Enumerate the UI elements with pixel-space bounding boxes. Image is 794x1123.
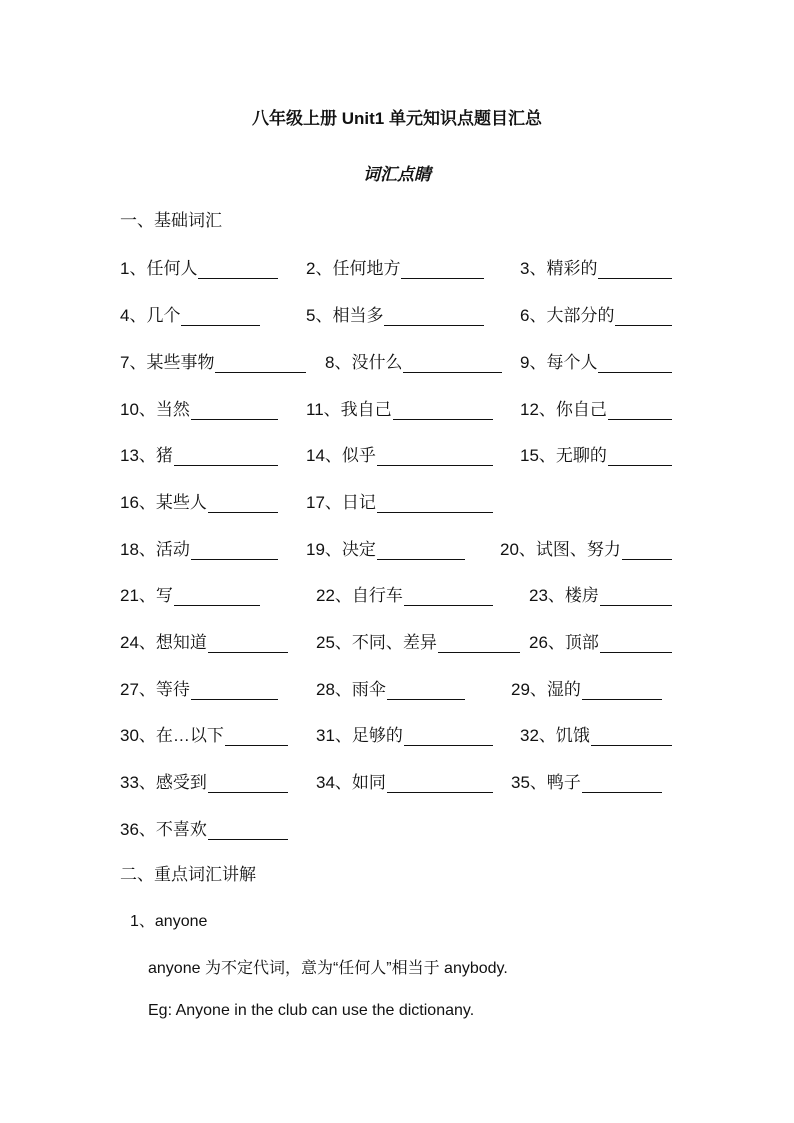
answer-blank[interactable] (401, 260, 484, 279)
vocab-label: 30、在…以下 (120, 726, 224, 745)
vocab-row (0, 675, 794, 701)
answer-blank[interactable] (215, 354, 306, 373)
answer-blank[interactable] (377, 541, 465, 560)
vocab-item (511, 675, 662, 700)
vocab-label: 32、饥饿 (520, 726, 590, 745)
vocab-label: 4、几个 (120, 306, 181, 325)
vocab-row (0, 721, 794, 747)
vocab-item (529, 581, 672, 606)
vocab-label: 21、写 (120, 586, 173, 605)
answer-blank[interactable] (384, 307, 484, 326)
vocab-item (529, 628, 672, 653)
vocab-label: 13、猪 (120, 446, 173, 465)
vocab-item (120, 301, 260, 326)
answer-blank[interactable] (608, 401, 672, 420)
vocab-label: 18、活动 (120, 540, 190, 559)
answer-blank[interactable] (393, 401, 493, 420)
vocab-label: 7、某些事物 (120, 353, 215, 372)
answer-blank[interactable] (174, 447, 278, 466)
vocab-label: 12、你自己 (520, 400, 607, 419)
vocab-label: 20、试图、努力 (500, 540, 621, 559)
key-vocab-item-label: 1、anyone (130, 913, 208, 930)
vocab-label: 17、日记 (306, 493, 376, 512)
answer-blank[interactable] (198, 260, 278, 279)
answer-blank[interactable] (615, 307, 672, 326)
vocab-item (316, 768, 493, 793)
answer-blank[interactable] (208, 634, 288, 653)
vocab-item (325, 348, 502, 373)
answer-blank[interactable] (403, 354, 502, 373)
vocab-item (120, 348, 306, 373)
answer-blank[interactable] (404, 587, 493, 606)
vocab-row (0, 488, 794, 514)
vocab-row (0, 348, 794, 374)
vocab-row (0, 441, 794, 467)
vocab-item (120, 535, 278, 560)
vocab-label: 26、顶部 (529, 633, 599, 652)
answer-blank[interactable] (404, 727, 493, 746)
vocab-row (0, 395, 794, 421)
vocab-item (306, 441, 493, 466)
vocab-label: 9、每个人 (520, 353, 598, 372)
vocab-item (120, 395, 278, 420)
answer-blank[interactable] (208, 774, 288, 793)
page-title: 八年级上册 Unit1 单元知识点题目汇总 (252, 109, 542, 128)
vocab-item (520, 441, 672, 466)
vocab-item (120, 441, 278, 466)
vocab-label: 22、自行车 (316, 586, 403, 605)
vocab-row (0, 768, 794, 794)
vocab-item (306, 254, 484, 279)
vocab-item (120, 675, 278, 700)
answer-blank[interactable] (181, 307, 260, 326)
answer-blank[interactable] (438, 634, 520, 653)
vocab-label: 16、某些人 (120, 493, 207, 512)
vocab-label: 25、不同、差异 (316, 633, 437, 652)
vocab-item (500, 535, 672, 560)
vocab-item (316, 721, 493, 746)
vocab-label: 28、雨伞 (316, 680, 386, 699)
vocab-item (306, 488, 493, 513)
answer-blank[interactable] (191, 681, 278, 700)
answer-blank[interactable] (174, 587, 260, 606)
vocab-item (306, 535, 465, 560)
vocab-label: 8、没什么 (325, 353, 403, 372)
vocab-label: 1、任何人 (120, 259, 198, 278)
section-heading-key-vocab: 二、重点词汇讲解 (120, 865, 256, 884)
vocab-row (0, 535, 794, 561)
vocab-label: 34、如同 (316, 773, 386, 792)
vocab-item (306, 301, 484, 326)
answer-blank[interactable] (377, 494, 493, 513)
vocab-item (316, 675, 465, 700)
vocab-item (511, 768, 662, 793)
vocab-label: 14、似乎 (306, 446, 376, 465)
vocab-label: 5、相当多 (306, 306, 384, 325)
vocab-label: 3、精彩的 (520, 259, 598, 278)
key-vocab-example: Eg: Anyone in the club can use the dictionany. (148, 1002, 475, 1019)
answer-blank[interactable] (582, 681, 662, 700)
page-subtitle: 词汇点睛 (363, 165, 431, 184)
vocab-label: 15、无聊的 (520, 446, 607, 465)
answer-blank[interactable] (377, 447, 493, 466)
answer-blank[interactable] (600, 587, 672, 606)
answer-blank[interactable] (208, 494, 278, 513)
answer-blank[interactable] (608, 447, 672, 466)
vocab-label: 29、湿的 (511, 680, 581, 699)
vocab-label: 2、任何地方 (306, 259, 401, 278)
vocab-row (0, 581, 794, 607)
answer-blank[interactable] (598, 354, 672, 373)
vocab-item (120, 581, 260, 606)
vocab-label: 33、感受到 (120, 773, 207, 792)
vocab-label: 10、当然 (120, 400, 190, 419)
vocab-item (120, 768, 288, 793)
vocab-item (120, 254, 278, 279)
vocab-item (520, 301, 672, 326)
vocab-label: 24、想知道 (120, 633, 207, 652)
vocab-item (520, 254, 672, 279)
vocab-item (120, 628, 288, 653)
vocab-label: 36、不喜欢 (120, 820, 207, 839)
vocab-row (0, 301, 794, 327)
vocab-item (306, 395, 493, 420)
answer-blank[interactable] (622, 541, 672, 560)
answer-blank[interactable] (191, 401, 278, 420)
vocab-row (0, 628, 794, 654)
vocab-label: 27、等待 (120, 680, 190, 699)
answer-blank[interactable] (598, 260, 672, 279)
vocab-item (316, 581, 493, 606)
vocab-item (120, 488, 278, 513)
vocab-item (520, 721, 672, 746)
vocab-item (520, 348, 672, 373)
answer-blank[interactable] (208, 821, 288, 840)
answer-blank[interactable] (591, 727, 672, 746)
vocab-row (0, 254, 794, 280)
vocab-row (0, 815, 794, 841)
answer-blank[interactable] (600, 634, 672, 653)
vocab-label: 35、鸭子 (511, 773, 581, 792)
vocab-label: 31、足够的 (316, 726, 403, 745)
answer-blank[interactable] (225, 727, 288, 746)
answer-blank[interactable] (387, 774, 493, 793)
section-heading-basic-vocab: 一、基础词汇 (120, 211, 222, 230)
key-vocab-explanation: anyone 为不定代词，意为“任何人”相当于 anybody. (148, 960, 508, 977)
vocab-item (120, 815, 288, 840)
vocab-item (120, 721, 288, 746)
vocab-item (520, 395, 672, 420)
vocab-label: 19、决定 (306, 540, 376, 559)
answer-blank[interactable] (387, 681, 465, 700)
vocab-item (316, 628, 520, 653)
answer-blank[interactable] (191, 541, 278, 560)
vocab-label: 6、大部分的 (520, 306, 615, 325)
vocab-label: 11、我自己 (306, 400, 392, 419)
answer-blank[interactable] (582, 774, 662, 793)
vocab-label: 23、楼房 (529, 586, 599, 605)
